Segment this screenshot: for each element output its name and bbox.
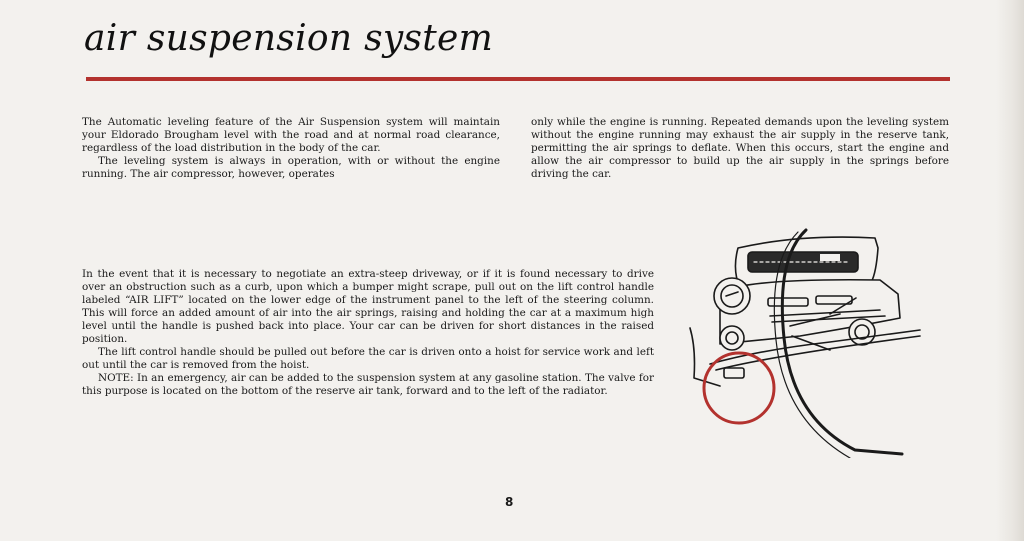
- intro-column-left: [82, 116, 500, 181]
- title-rule: [86, 77, 950, 81]
- intro-paragraph-2: The leveling system is always in operation, with or without the engine running. The air compressor, however, operates: [82, 155, 500, 180]
- air-lift-paragraph-2: The lift control handle should be pulled out before the car is driven onto a hoist for service work and left out until the car is removed from the hoist.: [82, 346, 654, 371]
- instrument-panel-illustration: [680, 218, 930, 458]
- air-lift-paragraph-1: In the event that it is necessary to negotiate an extra-steep driveway, or if it is found necessary to drive over an obstruction such as a curb, upon which a bumper might scrape, pull out on the lift control handle labeled “AIR LIFT” located on the lower edge of the instrument panel to the left of the steering column. This will force an added amount of air into the air springs, raising and holding the car at a maximum high level until the handle is pushed back into place. Your car can be driven for short distances in the raised position.: [82, 268, 654, 345]
- lift-handle-highlight-circle: [704, 353, 774, 423]
- page-edge-shadow: [996, 0, 1024, 541]
- intro-paragraph-3: only while the engine is running. Repeated demands upon the leveling system without the engine running may exhaust the air supply in the reserve tank, permitting the air springs to deflate. When this occurs, start the engine and allow the air compressor to build up the air supply in the springs before driving the car.: [531, 116, 949, 180]
- page-title: air suspension system: [84, 18, 494, 59]
- page-number: 8: [505, 495, 514, 509]
- air-lift-note: NOTE: In an emergency, air can be added to the suspension system at any gasoline station. The valve for this purpose is located on the bottom of the reserve air tank, forward and to the left of the radiator.: [82, 372, 654, 397]
- air-lift-instructions: [82, 268, 654, 398]
- intro-paragraph-1: The Automatic leveling feature of the Air Suspension system will maintain your Eldorado Brougham level with the road and at normal road clearance, regardless of the load distribution in the body of the car.: [82, 116, 500, 154]
- intro-column-right: [531, 116, 949, 181]
